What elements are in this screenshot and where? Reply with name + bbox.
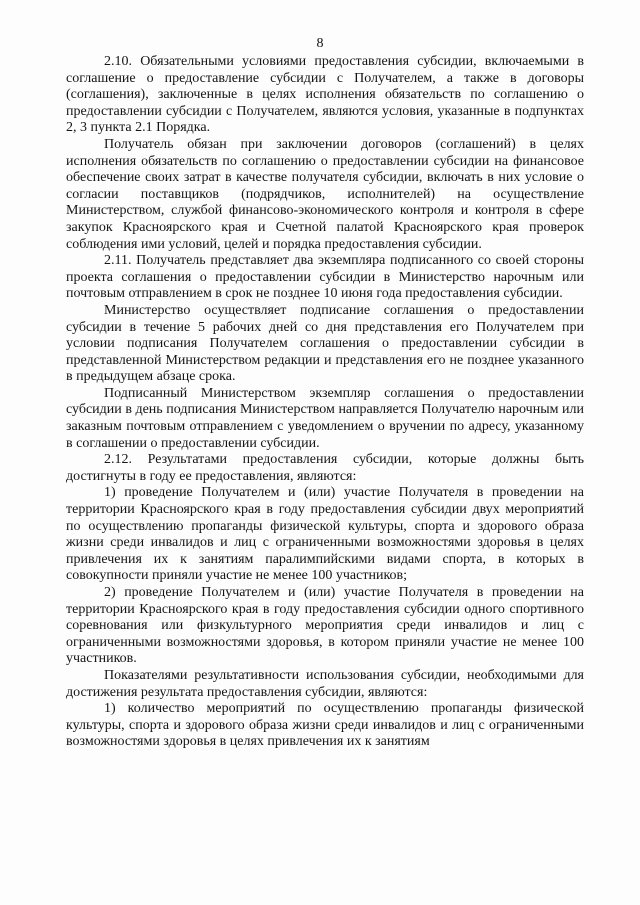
- paragraph-signed-copy-delivery: Подписанный Министерством экземпляр соглашения о предоставлении субсидии в день подписания Министерством направляется Получателю нарочным или заказным почтовым отправлением с уведомлением о вручении по адресу, указанному в соглашении о предоставлении субсидии.: [66, 385, 584, 451]
- list-item-result-2: 2) проведение Получателем и (или) участие Получателя в проведении на территории Красноярского края в году предоставления субсидии одного спортивного соревнования или физкультурного мероприятия среди инвалидов и лиц с ограниченными возможностями здоровья, в котором приняли участие не менее 100 участников.: [66, 585, 584, 667]
- paragraph-recipient-obligation: Получатель обязан при заключении договоров (соглашений) в целях исполнения обязательств по соглашению о предоставлении субсидии на финансовое обеспечение своих затрат в качестве получателя субсидии, включать в них условие о согласии поставщиков (подрядчиков, исполнителей) на осуществление Министерством, службой финансово-экономического контроля и контроля в сфере закупок Красноярского края и Счетной палатой Красноярского края проверок соблюдения ими условий, целей и порядка предоставления субсидии.: [66, 136, 584, 252]
- paragraph-ministry-signing: Министерство осуществляет подписание соглашения о предоставлении субсидии в течение 5 рабочих дней со дня представления его Получателем при условии подписания Получателем соглашения о предоставлении субсидии в представленной Министерством редакции и представления его не позднее указанного в предыдущем абзаце срока.: [66, 302, 584, 385]
- paragraph-2-10: 2.10. Обязательными условиями предоставления субсидии, включаемыми в соглашение о предоставление субсидии с Получателем, а также в договоры (соглашения), заключенные в целях исполнения обязательств по соглашению о предоставлении субсидии с Получателем, являются условия, указанные в подпунктах 2, 3 пункта 2.1 Порядка.: [66, 54, 584, 136]
- paragraph-2-11: 2.11. Получатель представляет два экземпляра подписанного со своей стороны проекта соглашения о предоставлении субсидии в Министерство нарочным или почтовым отправлением в срок не позднее 10 июня года предоставления субсидии.: [66, 253, 584, 302]
- list-item-result-1: 1) проведение Получателем и (или) участие Получателя в проведении на территории Красноярского края в году предоставления субсидии двух мероприятий по осуществлению пропаганды физической культуры, спорта и здорового образа жизни среди инвалидов и лиц с ограниченными возможностями здоровья в целях привлечения их к занятиям паралимпийскими видами спорта, в которых в совокупности приняли участие не менее 100 участников;: [66, 485, 584, 584]
- paragraph-2-12: 2.12. Результатами предоставления субсидии, которые должны быть достигнуты в году ее предоставления, являются:: [66, 452, 584, 484]
- page-number: 8: [316, 36, 324, 51]
- document-body: [66, 54, 584, 751]
- list-item-indicator-1: 1) количество мероприятий по осуществлению пропаганды физической культуры, спорта и здорового образа жизни среди инвалидов и лиц с ограниченными возможностями здоровья в целях привлечения их к занятиям: [66, 701, 584, 750]
- paragraph-indicators: Показателями результативности использования субсидии, необходимыми для достижения результата предоставления субсидии, являются:: [66, 667, 584, 700]
